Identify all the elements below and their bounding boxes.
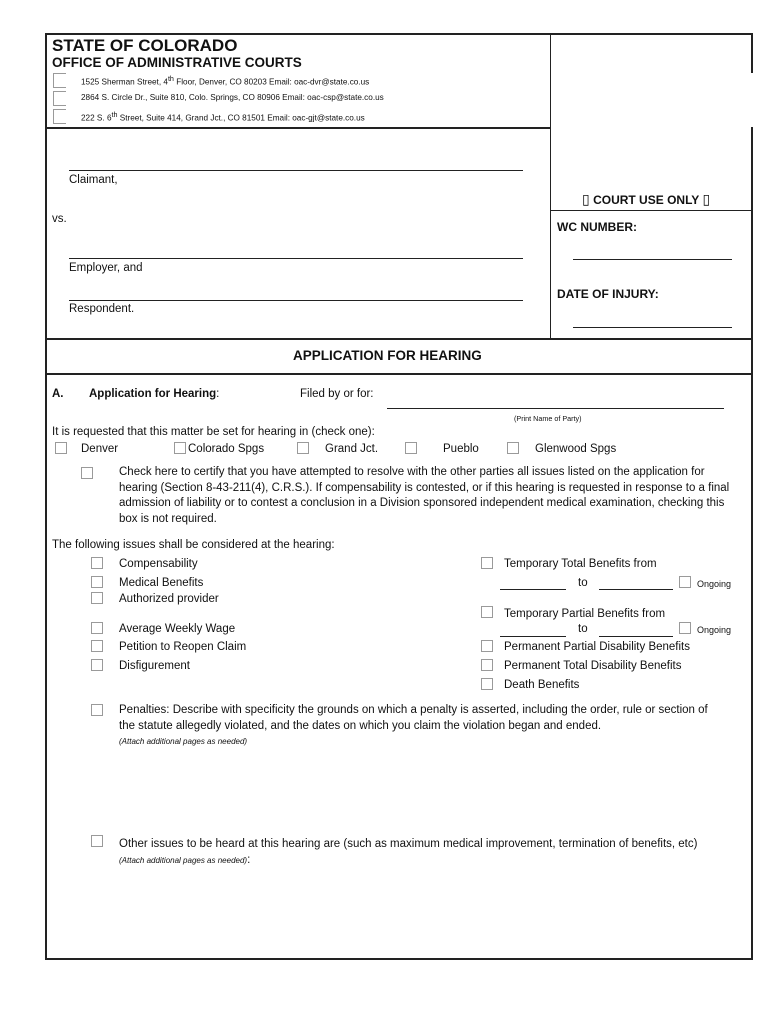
- ttd-to-line[interactable]: [599, 589, 673, 590]
- authorized-provider-label: Authorized provider: [119, 593, 219, 605]
- section-letter: A.: [52, 388, 64, 400]
- average-weekly-wage-checkbox[interactable]: [91, 622, 103, 634]
- ttd-to-label: to: [578, 577, 588, 589]
- header-divider: [45, 127, 550, 129]
- ppd-checkbox[interactable]: [481, 640, 493, 652]
- penalties-text: Penalties: Describe with specificity the grounds on which a penalty is asserted, including the order, rule or section of the statute allegedly violated, and the dates on which you claim the violation began and ended.: [119, 704, 708, 732]
- address-colo-springs: 2864 S. Circle Dr., Suite 810, Colo. Springs, CO 80906 Email: oac-csp@state.co.us: [81, 93, 384, 102]
- colorado-spgs-checkbox[interactable]: [174, 442, 186, 454]
- wc-number-line[interactable]: [573, 259, 732, 260]
- certify-text: Check here to certify that you have attempted to resolve with the other parties all issues listed on the application for hearing (Section 8-43-211(4), C.R.S.). If compensability is contested, or if this hearing is requested in response to a final admission of liability or to contest a conclusion in a Division sponsored independent medical examination, checking this box is not required.: [119, 466, 730, 525]
- office-title: OFFICE OF ADMINISTRATIVE COURTS: [52, 55, 302, 70]
- tpd-to-line[interactable]: [599, 636, 673, 637]
- title-bottom-line: [45, 373, 753, 375]
- ttd-ongoing-checkbox[interactable]: [679, 576, 691, 588]
- compensability-checkbox[interactable]: [91, 557, 103, 569]
- tpd-to-label: to: [578, 623, 588, 635]
- vs-label: vs.: [52, 213, 67, 225]
- tpd-label: Temporary Partial Benefits from: [504, 608, 666, 620]
- respondent-line[interactable]: [69, 300, 523, 301]
- frame-right-upper: [751, 33, 753, 73]
- issues-intro: The following issues shall be considered at the hearing:: [52, 539, 335, 551]
- average-weekly-wage-label: Average Weekly Wage: [119, 623, 236, 635]
- title-top-line: [45, 338, 753, 340]
- court-divider: [550, 33, 551, 338]
- address-box-1[interactable]: [53, 73, 66, 88]
- penalties-entry-area[interactable]: [119, 752, 739, 827]
- grand-jct-label: Grand Jct.: [325, 443, 379, 455]
- tpd-from-line[interactable]: [500, 636, 566, 637]
- ttd-from-line[interactable]: [500, 589, 566, 590]
- ttd-label: Temporary Total Benefits from: [504, 558, 657, 570]
- date-of-injury-line[interactable]: [573, 327, 732, 328]
- petition-reopen-checkbox[interactable]: [91, 640, 103, 652]
- disfigurement-label: Disfigurement: [119, 660, 190, 672]
- petition-reopen-label: Petition to Reopen Claim: [119, 641, 247, 653]
- glenwood-spgs-label: Glenwood Spgs: [535, 443, 617, 455]
- wc-number-label: WC NUMBER:: [557, 220, 637, 234]
- other-issues-checkbox[interactable]: [91, 835, 103, 847]
- address-box-3[interactable]: [53, 109, 66, 124]
- court-box-divider: [550, 210, 752, 211]
- claimant-label: Claimant,: [69, 174, 118, 186]
- frame-right-mid: [751, 127, 753, 960]
- section-heading: Application for Hearing:: [89, 388, 220, 400]
- state-title: STATE OF COLORADO: [52, 36, 238, 55]
- ptd-label: Permanent Total Disability Benefits: [504, 660, 682, 672]
- pueblo-checkbox[interactable]: [405, 442, 417, 454]
- frame-left: [45, 33, 47, 960]
- claimant-line[interactable]: [69, 170, 523, 171]
- ptd-checkbox[interactable]: [481, 659, 493, 671]
- other-issues-text: Other issues to be heard at this hearing are (such as maximum medical improvement, termination of benefits, etc) (Attach additional pages as needed):: [119, 838, 698, 866]
- date-of-injury-label: DATE OF INJURY:: [557, 287, 659, 301]
- respondent-label: Respondent.: [69, 303, 135, 315]
- address-box-2[interactable]: [53, 91, 66, 106]
- address-denver: 1525 Sherman Street, 4th Floor, Denver, CO 80203 Email: oac-dvr@state.co.us: [81, 74, 370, 87]
- court-use-only: ▯ COURT USE ONLY ▯: [582, 191, 711, 207]
- other-issues-entry-area[interactable]: [119, 870, 739, 950]
- filed-by-label: Filed by or for:: [300, 388, 374, 400]
- print-name-hint: (Print Name of Party): [514, 414, 582, 423]
- penalties-note: (Attach additional pages as needed): [119, 737, 248, 746]
- address-grand-jct: 222 S. 6th Street, Suite 414, Grand Jct., CO 81501 Email: oac-gjt@state.co.us: [81, 110, 365, 123]
- bracket-right-glyph: ▯: [702, 191, 711, 207]
- employer-line[interactable]: [69, 258, 523, 259]
- denver-checkbox[interactable]: [55, 442, 67, 454]
- penalties-checkbox[interactable]: [91, 704, 103, 716]
- authorized-provider-checkbox[interactable]: [91, 592, 103, 604]
- tpd-checkbox[interactable]: [481, 606, 493, 618]
- compensability-label: Compensability: [119, 558, 198, 570]
- filed-by-line[interactable]: [387, 408, 724, 409]
- death-benefits-label: Death Benefits: [504, 679, 580, 691]
- hearing-location-prompt: It is requested that this matter be set for hearing in (check one):: [52, 426, 375, 438]
- bracket-left-glyph: ▯: [582, 191, 590, 207]
- grand-jct-checkbox[interactable]: [297, 442, 309, 454]
- disfigurement-checkbox[interactable]: [91, 659, 103, 671]
- employer-label: Employer, and: [69, 262, 143, 274]
- ttd-checkbox[interactable]: [481, 557, 493, 569]
- colorado-spgs-label: Colorado Spgs: [188, 443, 265, 455]
- frame-bottom: [45, 958, 753, 960]
- glenwood-spgs-checkbox[interactable]: [507, 442, 519, 454]
- tpd-ongoing-label: Ongoing: [697, 625, 732, 635]
- certify-checkbox[interactable]: [81, 467, 93, 479]
- medical-benefits-checkbox[interactable]: [91, 576, 103, 588]
- medical-benefits-label: Medical Benefits: [119, 577, 204, 589]
- form-title: APPLICATION FOR HEARING: [293, 348, 482, 363]
- ppd-label: Permanent Partial Disability Benefits: [504, 641, 690, 653]
- tpd-ongoing-checkbox[interactable]: [679, 622, 691, 634]
- death-benefits-checkbox[interactable]: [481, 678, 493, 690]
- ttd-ongoing-label: Ongoing: [697, 579, 732, 589]
- denver-label: Denver: [81, 443, 119, 455]
- pueblo-label: Pueblo: [443, 443, 479, 455]
- frame-top: [45, 33, 752, 35]
